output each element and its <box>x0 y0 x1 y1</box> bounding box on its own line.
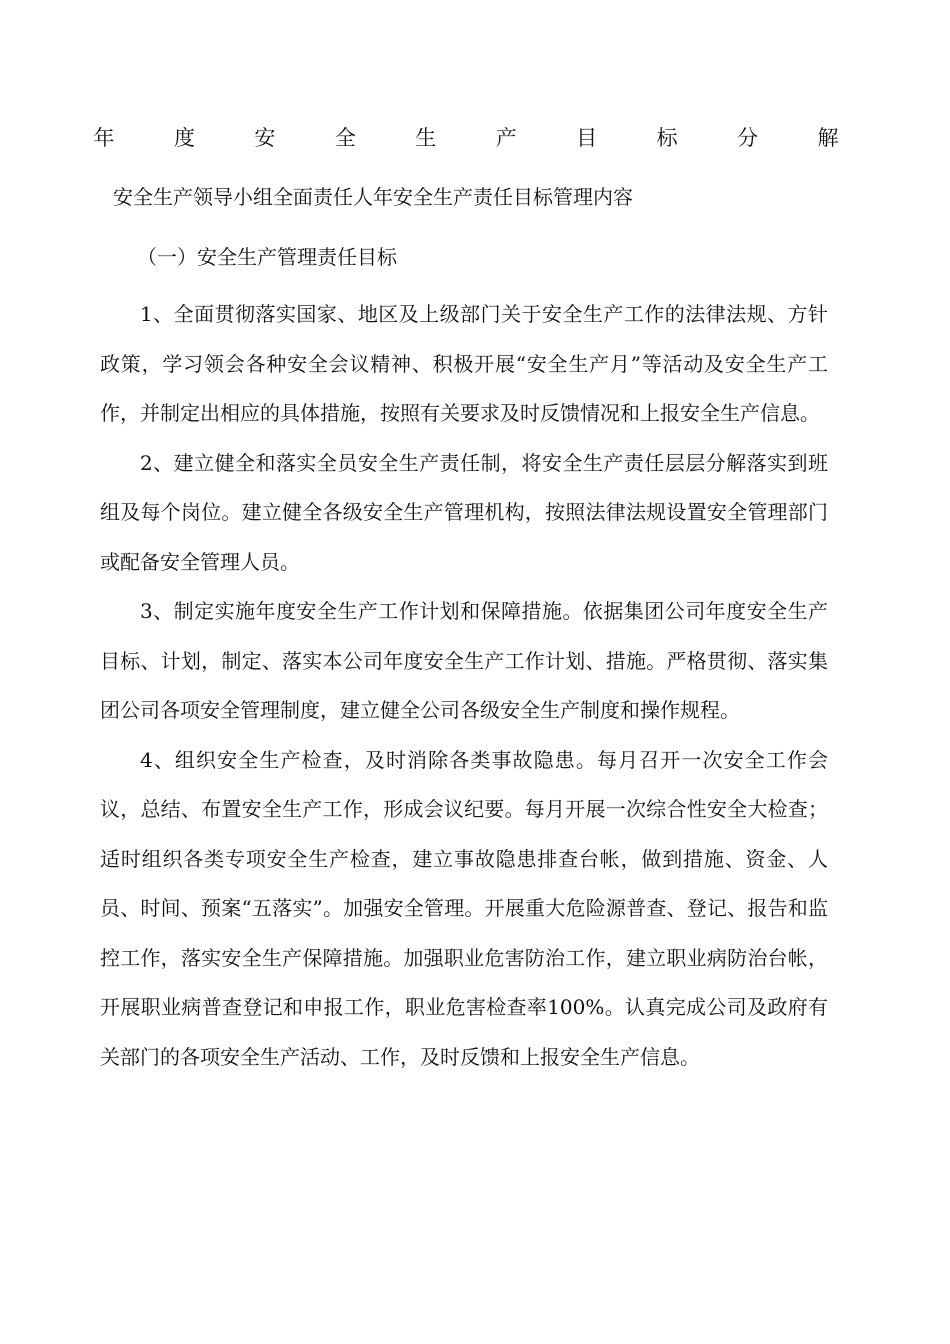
title-char: 解 <box>817 126 839 150</box>
title-char: 年 <box>93 126 115 150</box>
title-char: 目 <box>576 126 598 150</box>
title-char: 度 <box>173 126 195 150</box>
title-char: 产 <box>495 126 517 150</box>
paragraph-4: 4、组织安全生产检查，及时消除各类事故隐患。每月召开一次安全工作会议，总结、布置安全生产工作，形成会议纪要。每月开展一次综合性安全大检查；适时组织各类专项安全生产检查，建立事故隐患排查台帐，做到措施、资金、人员、时间、预案“五落实”。加强安全管理。开展重大危险源普查、登记、报告和监控工作，落实安全生产保障措施。加强职业危害防治工作，建立职业病防治台帐，开展职业病普查登记和申报工作，职业危害检查率100%。认真完成公司及政府有关部门的各项安全生产活动、工作，及时反馈和上报安全生产信息。 <box>100 747 828 1069</box>
title-char: 全 <box>334 126 356 150</box>
document-body <box>100 290 828 1082</box>
document-title <box>92 120 840 156</box>
paragraph-1: 1、全面贯彻落实国家、地区及上级部门关于安全生产工作的法律法规、方针政策，学习领会各种安全会议精神、积极开展“安全生产月”等活动及安全生产工作，并制定出相应的具体措施，按照有关要求及时反馈情况和上报安全生产信息。 <box>100 302 828 425</box>
title-char: 标 <box>656 126 678 150</box>
paragraph-3: 3、制定实施年度安全生产工作计划和保障措施。依据集团公司年度安全生产目标、计划，制定、落实本公司年度安全生产工作计划、措施。严格贯彻、落实集团公司各项安全管理制度，建立健全公司各级安全生产制度和操作规程。 <box>100 599 828 722</box>
title-char: 安 <box>254 126 276 150</box>
document-subtitle: 安全生产领导小组全面责任人年安全生产责任目标管理内容 <box>113 185 633 209</box>
title-char: 生 <box>415 126 437 150</box>
section-heading: （一）安全生产管理责任目标 <box>137 245 397 269</box>
paragraph-2: 2、建立健全和落实全员安全生产责任制，将安全生产责任层层分解落实到班组及每个岗位。建立健全各级安全生产管理机构，按照法律法规设置安全管理部门或配备安全管理人员。 <box>100 450 828 574</box>
title-char: 分 <box>737 126 758 150</box>
